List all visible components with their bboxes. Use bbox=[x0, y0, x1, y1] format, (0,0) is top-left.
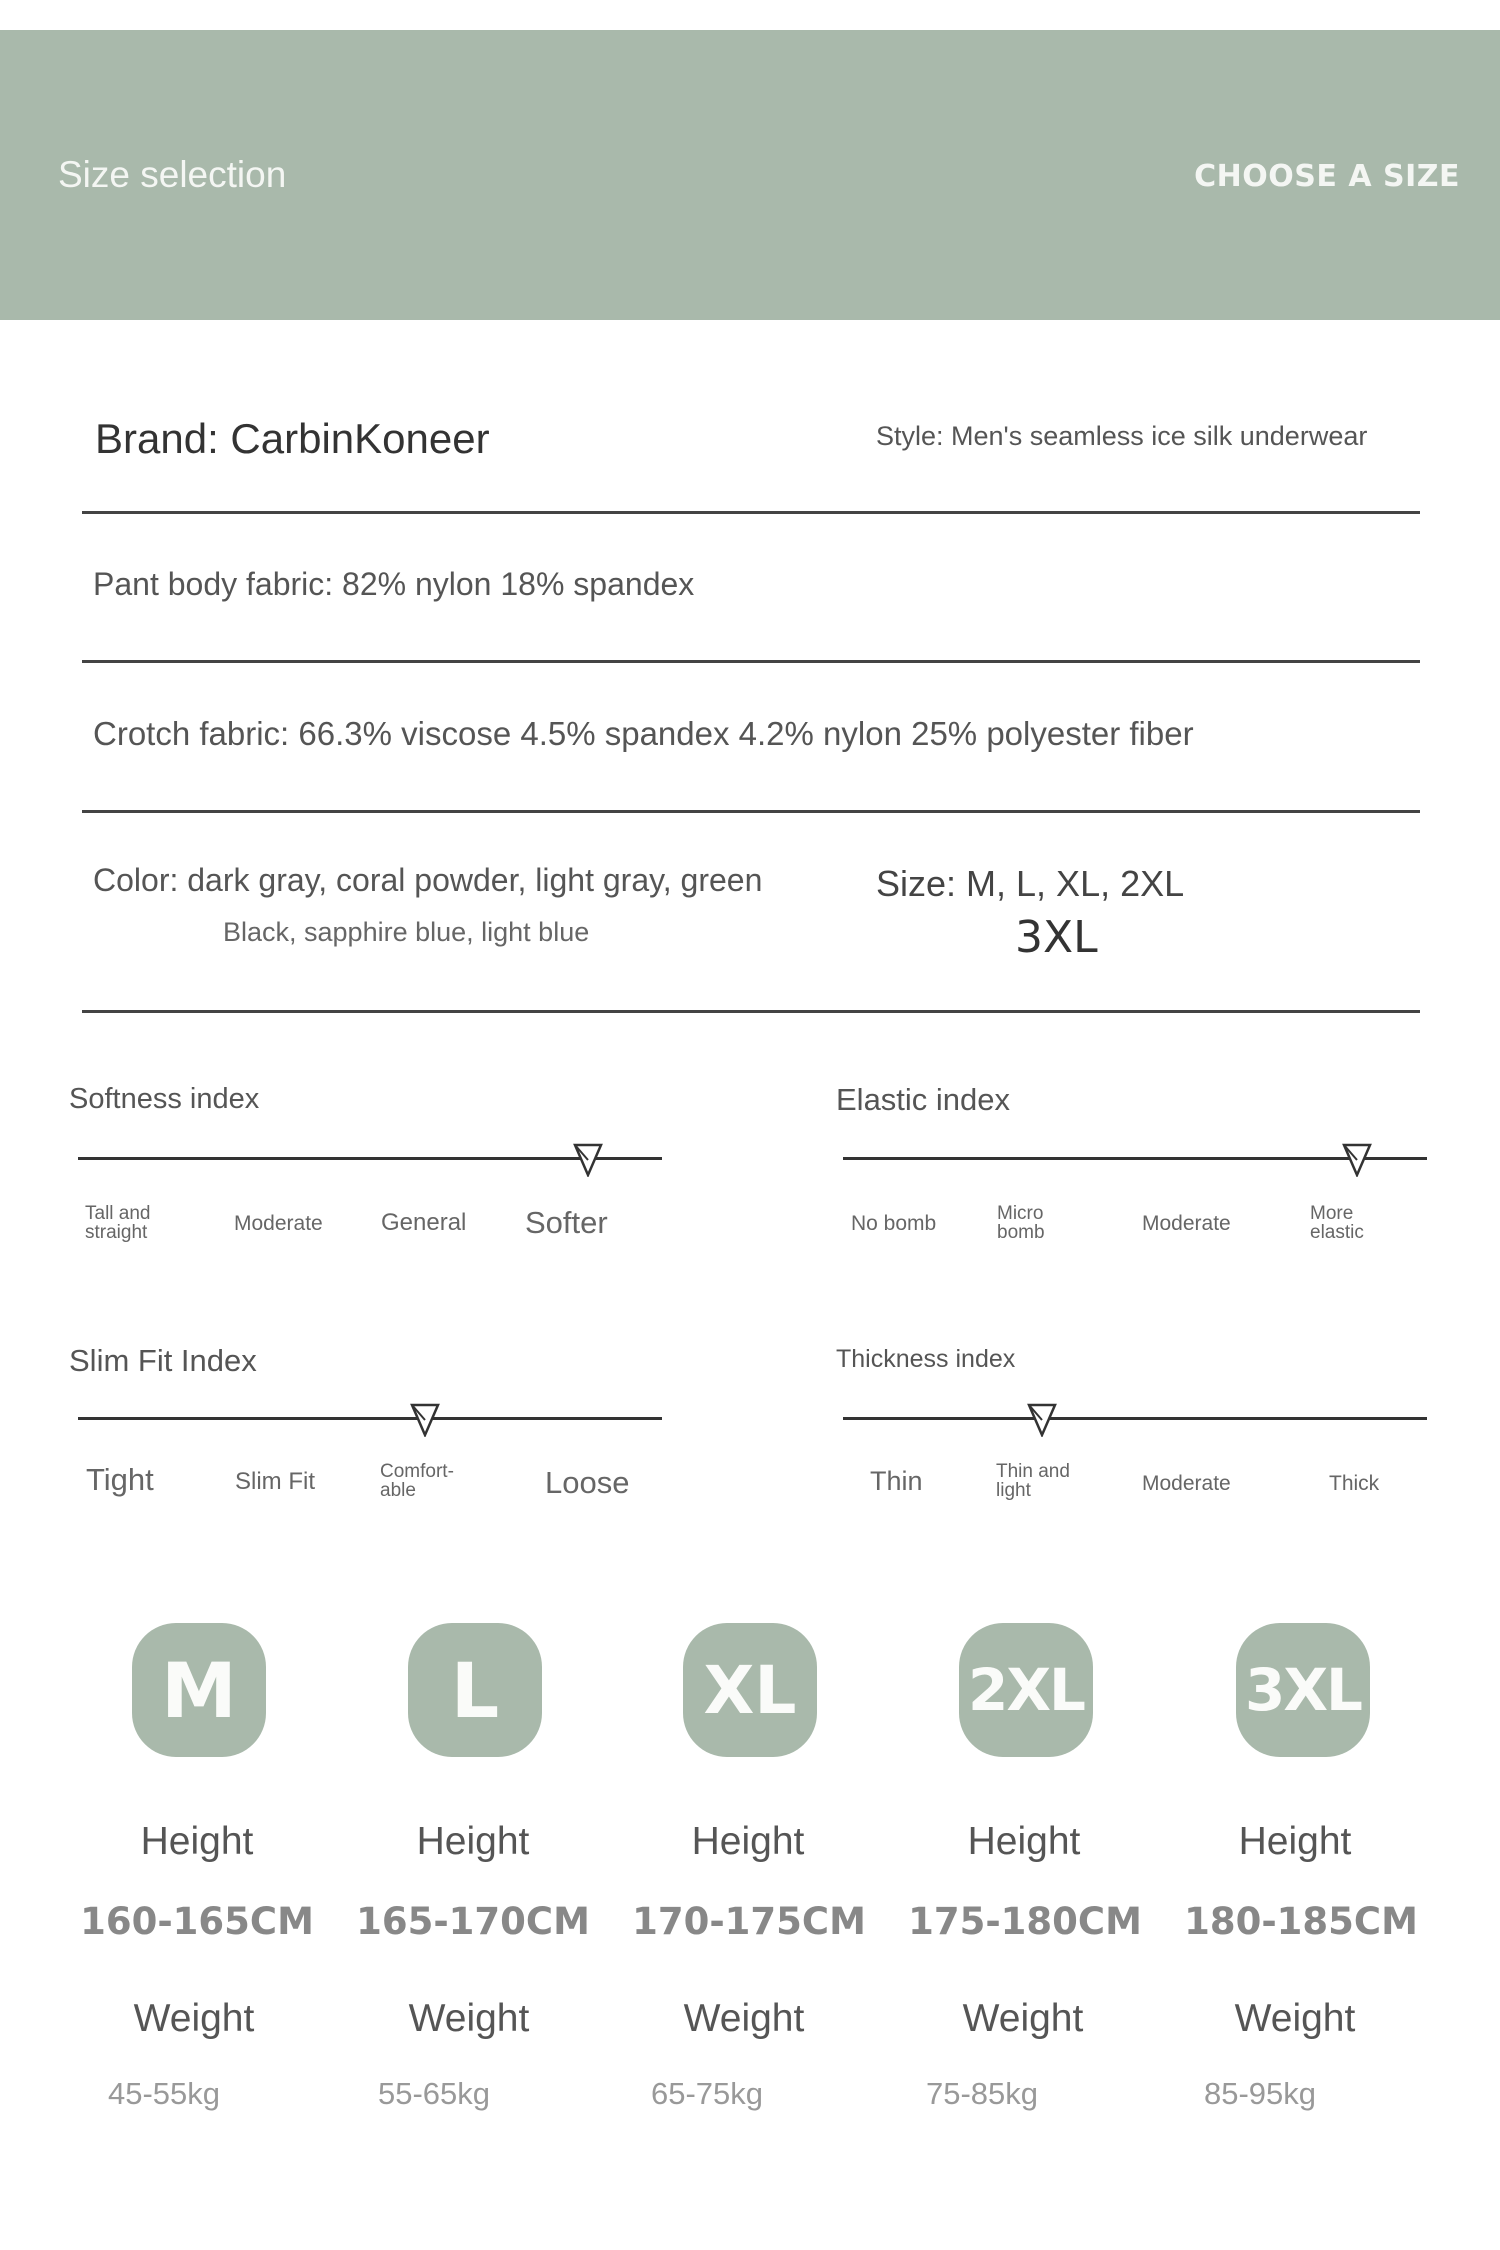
thickness-marker-icon bbox=[1027, 1403, 1057, 1437]
divider bbox=[82, 511, 1420, 514]
divider bbox=[82, 1010, 1420, 1013]
height-value: 180-185CM bbox=[1184, 1900, 1418, 1943]
elastic-marker-icon bbox=[1342, 1143, 1372, 1177]
elastic-index-title: Elastic index bbox=[836, 1082, 1011, 1117]
weight-label: Weight bbox=[683, 1997, 805, 2040]
elastic-label-3: Moderate bbox=[1142, 1212, 1231, 1235]
softness-label-1: Tall and straight bbox=[85, 1203, 151, 1243]
weight-label: Weight bbox=[408, 1997, 530, 2040]
thickness-label-3: Moderate bbox=[1142, 1472, 1231, 1495]
softness-marker-icon bbox=[573, 1143, 603, 1177]
slim-fit-label-2: Slim Fit bbox=[235, 1468, 315, 1495]
height-value: 175-180CM bbox=[908, 1900, 1142, 1943]
slim-fit-index-title: Slim Fit Index bbox=[69, 1343, 257, 1378]
divider bbox=[82, 660, 1420, 663]
size-text: Size: M, L, XL, 2XL bbox=[876, 863, 1185, 904]
brand-text: Brand: CarbinKoneer bbox=[95, 415, 490, 462]
size-badge-2xl: 2XL bbox=[959, 1623, 1093, 1757]
thickness-label-2: Thin and light bbox=[996, 1461, 1070, 1501]
weight-label: Weight bbox=[962, 1997, 1084, 2040]
softness-index-title: Softness index bbox=[69, 1083, 260, 1115]
weight-value: 65-75kg bbox=[651, 2076, 764, 2111]
slim-fit-label-1: Tight bbox=[86, 1462, 154, 1497]
divider bbox=[82, 810, 1420, 813]
softness-label-2: Moderate bbox=[234, 1212, 323, 1235]
weight-label: Weight bbox=[133, 1997, 255, 2040]
size-text-continued: 3XL bbox=[1015, 912, 1098, 963]
slim-fit-index-scale bbox=[78, 1417, 662, 1420]
style-text: Style: Men's seamless ice silk underwear bbox=[876, 421, 1368, 451]
size-badge-3xl: 3XL bbox=[1236, 1623, 1370, 1757]
weight-value: 85-95kg bbox=[1204, 2076, 1317, 2111]
pant-fabric-text: Pant body fabric: 82% nylon 18% spandex bbox=[93, 566, 695, 602]
elastic-label-1: No bomb bbox=[851, 1212, 937, 1235]
size-badge-xl: XL bbox=[683, 1623, 817, 1757]
weight-value: 45-55kg bbox=[108, 2076, 221, 2111]
elastic-label-2: Micro bomb bbox=[997, 1203, 1045, 1243]
height-label: Height bbox=[416, 1820, 530, 1863]
weight-value: 55-65kg bbox=[378, 2076, 491, 2111]
thickness-label-4: Thick bbox=[1329, 1472, 1380, 1495]
section-title: Size selection bbox=[58, 154, 287, 195]
color-text: Color: dark gray, coral powder, light gray, green bbox=[93, 862, 763, 898]
thickness-index-scale bbox=[843, 1417, 1427, 1420]
height-value: 165-170CM bbox=[356, 1900, 590, 1943]
section-subtitle: CHOOSE A SIZE bbox=[1194, 159, 1460, 194]
height-label: Height bbox=[967, 1820, 1081, 1863]
height-value: 160-165CM bbox=[80, 1900, 314, 1943]
weight-value: 75-85kg bbox=[926, 2076, 1039, 2111]
softness-label-4: Softer bbox=[525, 1205, 608, 1240]
slim-fit-label-4: Loose bbox=[545, 1465, 630, 1500]
thickness-index-title: Thickness index bbox=[836, 1345, 1016, 1373]
color-text-continued: Black, sapphire blue, light blue bbox=[223, 917, 590, 947]
thickness-label-1: Thin bbox=[870, 1466, 923, 1496]
elastic-index-scale bbox=[843, 1157, 1427, 1160]
size-badge-l: L bbox=[408, 1623, 542, 1757]
weight-label: Weight bbox=[1234, 1997, 1356, 2040]
crotch-fabric-text: Crotch fabric: 66.3% viscose 4.5% spandex 4.2% nylon 25% polyester fiber bbox=[93, 715, 1194, 752]
slim-fit-marker-icon bbox=[410, 1403, 440, 1437]
slim-fit-label-3: Comfort-able bbox=[380, 1461, 454, 1501]
height-value: 170-175CM bbox=[632, 1900, 866, 1943]
height-label: Height bbox=[140, 1820, 254, 1863]
softness-label-3: General bbox=[381, 1209, 467, 1236]
height-label: Height bbox=[691, 1820, 805, 1863]
height-label: Height bbox=[1238, 1820, 1352, 1863]
elastic-label-4: More elastic bbox=[1310, 1203, 1364, 1243]
size-badge-m: M bbox=[132, 1623, 266, 1757]
